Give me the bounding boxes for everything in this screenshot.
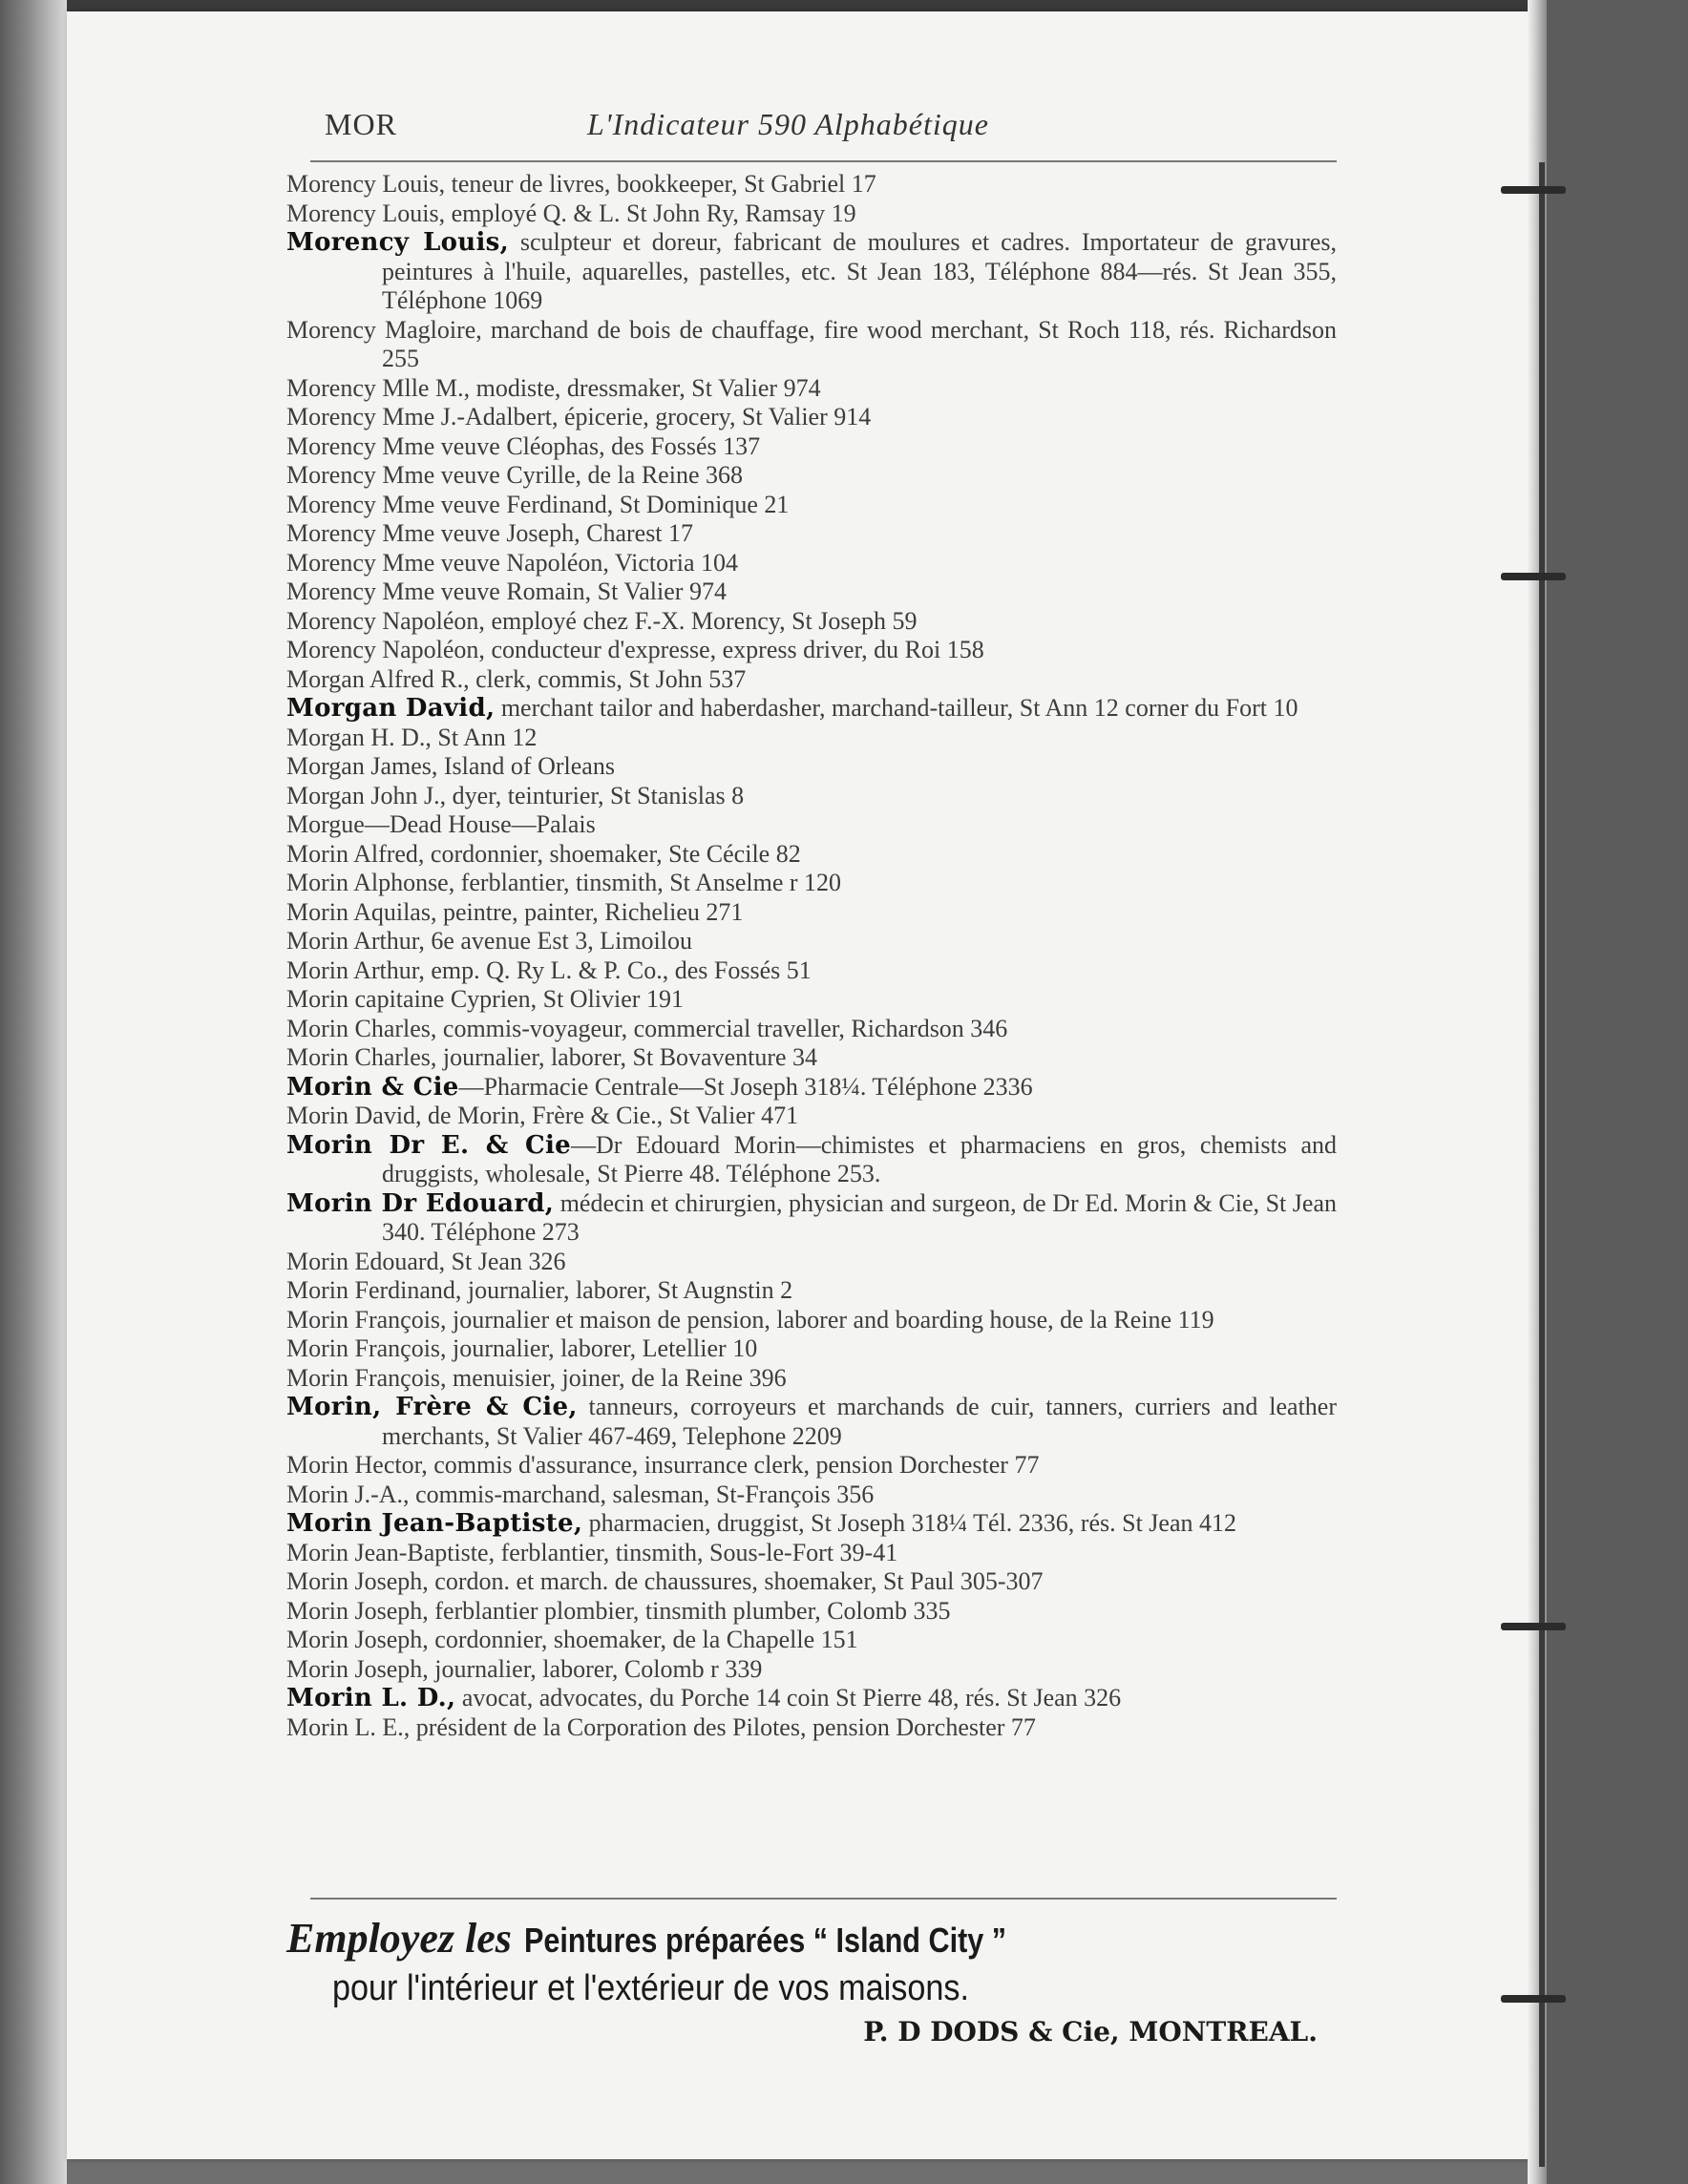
entry-details: dyer, teinturier, St Stanislas 8 — [446, 781, 745, 809]
directory-entry — [286, 956, 1337, 986]
entry-details: teneur de livres, bookkeeper, St Gabriel 17 — [445, 170, 876, 198]
entry-details: —Pharmacie Centrale—St Joseph 318¼. Téléphone 2336 — [458, 1072, 1033, 1101]
binding-stitch — [1501, 186, 1566, 194]
entry-name: Morin L. D., — [286, 1684, 456, 1712]
entry-name: Morin Edouard, — [286, 1247, 446, 1275]
entry-details: journalier, laborer, St Augnstin 2 — [461, 1276, 793, 1304]
entry-name: Morency Mme veuve Romain, — [286, 578, 592, 605]
entry-details: commis-marchand, salesman, St-François 356 — [409, 1480, 875, 1508]
directory-entry — [286, 810, 1337, 840]
entry-name: Morin J.-A., — [286, 1480, 410, 1508]
entry-name: Morin Joseph, — [286, 1567, 429, 1595]
entry-details: —Dr Edouard Morin—chimistes et pharmaciens en gros, chemists and druggists, wholesale, St Pierre 48. Téléphone 253. — [382, 1130, 1337, 1187]
entry-details: marchand de bois de chauffage, fire wood merchant, St Roch 118, rés. Richardson 255 — [382, 315, 1337, 372]
entry-details: cordonnier, shoemaker, Ste Cécile 82 — [424, 839, 801, 868]
entry-name: Morin Jean-Baptiste, — [286, 1538, 496, 1566]
entry-details: tanneurs, corroyeurs et marchands de cuir, tanners, curriers and leather merchants, St Valier 467-469, Telephone 2209 — [382, 1393, 1337, 1450]
entry-name: Morency Napoléon, — [286, 606, 485, 635]
entry-name: Morin Jean-Baptiste, — [286, 1509, 583, 1538]
entry-name: Morency Louis, — [286, 170, 446, 198]
page-header — [325, 103, 1327, 151]
directory-entry — [286, 1073, 1337, 1102]
entry-name: Morin François, — [286, 1363, 447, 1392]
directory-entry — [286, 1626, 1337, 1655]
entry-name: Morgan James, — [286, 752, 438, 780]
directory-entry — [286, 636, 1337, 665]
entry-details: modiste, dressmaker, St Valier 974 — [470, 373, 821, 402]
directory-entry — [286, 170, 1337, 200]
entry-name: Morin L. E., — [286, 1712, 411, 1741]
section-label: MOR — [325, 107, 397, 141]
footer-rule — [310, 1898, 1337, 1900]
entry-details: journalier, laborer, Colomb r 339 — [428, 1654, 763, 1683]
binding-stitch — [1501, 573, 1566, 580]
entry-details: peintre, painter, Richelieu 271 — [436, 897, 744, 926]
ad-company: P. D DODS & Cie, MONTREAL. — [863, 2016, 1318, 2048]
entry-name: Morin Dr Edouard, — [286, 1188, 555, 1218]
entry-details: de la Reine 368 — [581, 461, 743, 489]
directory-entry — [286, 1480, 1337, 1510]
entry-name: Morin Hector, — [286, 1451, 428, 1479]
entry-name: Morin Alfred, — [286, 839, 425, 868]
entry-details: commis-voyageur, commercial traveller, Richardson 346 — [436, 1014, 1008, 1042]
directory-entry — [286, 200, 1337, 229]
directory-entry — [286, 491, 1337, 520]
directory-entry — [286, 898, 1337, 928]
entry-name: Morin, Frère & Cie, — [286, 1393, 578, 1421]
entry-name: Morgue—Dead House—Palais — [286, 810, 596, 838]
entry-details: avocat, advocates, du Porche 14 coin St Pierre 48, rés. St Jean 326 — [455, 1684, 1122, 1712]
entry-details: menuisier, joiner, de la Reine 396 — [446, 1363, 787, 1392]
entry-details: employé chez F.-X. Morency, St Joseph 59 — [484, 606, 918, 635]
entry-name: Morin Dr E. & Cie — [286, 1130, 571, 1160]
directory-entry — [286, 374, 1337, 404]
entry-details: St Ann 12 — [431, 723, 538, 751]
directory-entry — [286, 1539, 1337, 1568]
binding-stitch — [1501, 1995, 1566, 2003]
entry-name: Morin Joseph, — [286, 1654, 429, 1683]
scan-right-background — [1547, 0, 1688, 2184]
directory-entry — [286, 316, 1337, 374]
directory-entry — [286, 869, 1337, 898]
directory-entry — [286, 1248, 1337, 1277]
entry-name: Morgan John J., — [286, 781, 447, 809]
entry-name: Morency Mme veuve Napoléon, — [286, 548, 609, 577]
entry-name: Morgan H. D., — [286, 723, 432, 751]
binding-thread — [1539, 162, 1545, 2167]
directory-entry — [286, 782, 1337, 811]
entry-name: Morin François, — [286, 1305, 447, 1334]
entry-details: Island of Orleans — [437, 752, 615, 780]
ad-headline-italic: Employez les — [286, 1915, 512, 1962]
entry-name: Morin capitaine Cyprien, — [286, 985, 538, 1013]
entry-name: Morin Alphonse, — [286, 869, 455, 896]
ad-headline — [286, 1914, 1337, 1965]
ad-headline-product: Peintures préparées “ Island City ” — [523, 1921, 1006, 1960]
entry-details: cordon. et march. de chaussures, shoemaker, St Paul 305-307 — [428, 1567, 1044, 1595]
entry-details: merchant tailor and haberdasher, marchand-tailleur, St Ann 12 corner du Fort 10 — [495, 694, 1298, 722]
entry-name: Morency Mme J.-Adalbert, — [286, 403, 559, 430]
directory-listing — [286, 170, 1337, 1742]
directory-entry — [286, 694, 1337, 724]
binding-stitch — [1501, 1623, 1566, 1630]
entry-details: pharmacien, druggist, St Joseph 318¼ Tél. 2336, rés. St Jean 412 — [582, 1509, 1236, 1537]
directory-entry — [286, 1131, 1337, 1189]
entry-details: Charest 17 — [580, 519, 694, 547]
directory-entry — [286, 1306, 1337, 1335]
entry-details: ferblantier, tinsmith, Sous-le-Fort 39-41 — [495, 1538, 898, 1566]
directory-entry — [286, 1364, 1337, 1394]
entry-name: Morin Joseph, — [286, 1626, 429, 1653]
directory-entry — [286, 1597, 1337, 1627]
page-title: L'Indicateur 590 Alphabétique — [587, 107, 989, 141]
advertisement — [286, 1914, 1337, 2053]
directory-entry — [286, 432, 1337, 462]
entry-details: journalier, laborer, Letellier 10 — [446, 1334, 758, 1362]
entry-details: commis d'assurance, insurrance clerk, pension Dorchester 77 — [427, 1451, 1040, 1479]
entry-name: Morgan Alfred R., — [286, 664, 470, 693]
directory-entry — [286, 752, 1337, 782]
directory-entry — [286, 1713, 1337, 1743]
directory-entry — [286, 1276, 1337, 1306]
entry-details: de Morin, Frère & Cie., St Valier 471 — [421, 1102, 799, 1129]
entry-name: Morency Mme veuve Cyrille, — [286, 461, 582, 489]
directory-entry — [286, 228, 1337, 316]
entry-name: Morin François, — [286, 1334, 447, 1362]
entry-details: St Dominique 21 — [613, 490, 790, 518]
entry-name: Morin Arthur, — [286, 927, 425, 955]
entry-details: St Olivier 191 — [537, 985, 684, 1013]
entry-name: Morin David, — [286, 1102, 422, 1129]
entry-details: sculpteur et doreur, fabricant de moulures et cadres. Importateur de gravures, peintures à l'huile, aquarelles, pastelles, etc. St Jean 183, Téléphone 884—rés. St Jean 355, Téléphone 1069 — [382, 228, 1337, 314]
directory-entry — [286, 1684, 1337, 1713]
entry-name: Morency Mme veuve Ferdinand, — [286, 490, 614, 518]
entry-details: Victoria 104 — [608, 548, 739, 577]
entry-details: cordonnier, shoemaker, de la Chapelle 151 — [428, 1626, 858, 1653]
header-rule — [310, 160, 1337, 162]
entry-name: Morency Mme veuve Joseph, — [286, 519, 580, 547]
entry-details: épicerie, grocery, St Valier 914 — [558, 403, 872, 430]
entry-name: Morin Joseph, — [286, 1596, 429, 1625]
entry-name: Morin Charles, — [286, 1014, 437, 1042]
entry-name: Morency Napoléon, — [286, 636, 485, 663]
directory-entry — [286, 1393, 1337, 1451]
entry-details: président de la Corporation des Pilotes, pension Dorchester 77 — [410, 1712, 1036, 1741]
entry-name: Morin Aquilas, — [286, 897, 437, 926]
entry-details: journalier, laborer, St Bovaventure 34 — [436, 1043, 818, 1071]
entry-name: Morency Mme veuve Cléophas, — [286, 431, 605, 460]
directory-entry — [286, 578, 1337, 607]
entry-name: Morin Ferdinand, — [286, 1276, 462, 1304]
entry-name: Morency Magloire, — [286, 315, 482, 344]
directory-entry — [286, 1189, 1337, 1248]
directory-entry — [286, 840, 1337, 870]
entry-details: ferblantier plombier, tinsmith plumber, Colomb 335 — [428, 1596, 951, 1625]
entry-details: St Jean 326 — [445, 1247, 566, 1275]
directory-entry — [286, 724, 1337, 753]
ad-subline: pour l'intérieur et l'extérieur de vos maisons. — [332, 1968, 969, 2008]
directory-entry — [286, 1509, 1337, 1539]
directory-entry — [286, 927, 1337, 956]
entry-details: conducteur d'expresse, express driver, du Roi 158 — [484, 636, 984, 663]
entry-details: employé Q. & L. St John Ry, Ramsay 19 — [445, 199, 856, 227]
entry-name: Morin & Cie — [286, 1072, 459, 1102]
entry-details: des Fossés 137 — [604, 431, 761, 460]
directory-entry — [286, 519, 1337, 549]
entry-details: 6e avenue Est 3, Limoilou — [424, 927, 693, 955]
entry-name: Morgan David, — [286, 694, 496, 723]
entry-details: emp. Q. Ry L. & P. Co., des Fossés 51 — [424, 956, 812, 984]
directory-entry — [286, 1043, 1337, 1073]
entry-details: journalier et maison de pension, laborer and boarding house, de la Reine 119 — [446, 1305, 1214, 1334]
entry-details: St Valier 974 — [591, 578, 727, 605]
book-left-edge — [0, 0, 67, 2184]
entry-details: médecin et chirurgien, physician and surgeon, de Dr Ed. Morin & Cie, St Jean 340. Téléphone 273 — [382, 1188, 1337, 1246]
directory-entry — [286, 1451, 1337, 1480]
directory-entry — [286, 1334, 1337, 1364]
directory-entry — [286, 1015, 1337, 1044]
entry-details: clerk, commis, St John 537 — [469, 664, 747, 693]
entry-name: Morin Arthur, — [286, 956, 425, 984]
directory-entry — [286, 549, 1337, 578]
entry-name: Morency Mlle M., — [286, 373, 471, 402]
directory-entry — [286, 1102, 1337, 1131]
directory-entry — [286, 607, 1337, 637]
directory-entry — [286, 1655, 1337, 1685]
entry-name: Morency Louis, — [286, 228, 509, 257]
directory-entry — [286, 403, 1337, 432]
directory-entry — [286, 665, 1337, 695]
entry-details: ferblantier, tinsmith, St Anselme r 120 — [454, 869, 842, 896]
directory-entry — [286, 985, 1337, 1015]
directory-entry — [286, 461, 1337, 491]
directory-entry — [286, 1567, 1337, 1597]
entry-name: Morin Charles, — [286, 1043, 437, 1071]
entry-name: Morency Louis, — [286, 199, 446, 227]
